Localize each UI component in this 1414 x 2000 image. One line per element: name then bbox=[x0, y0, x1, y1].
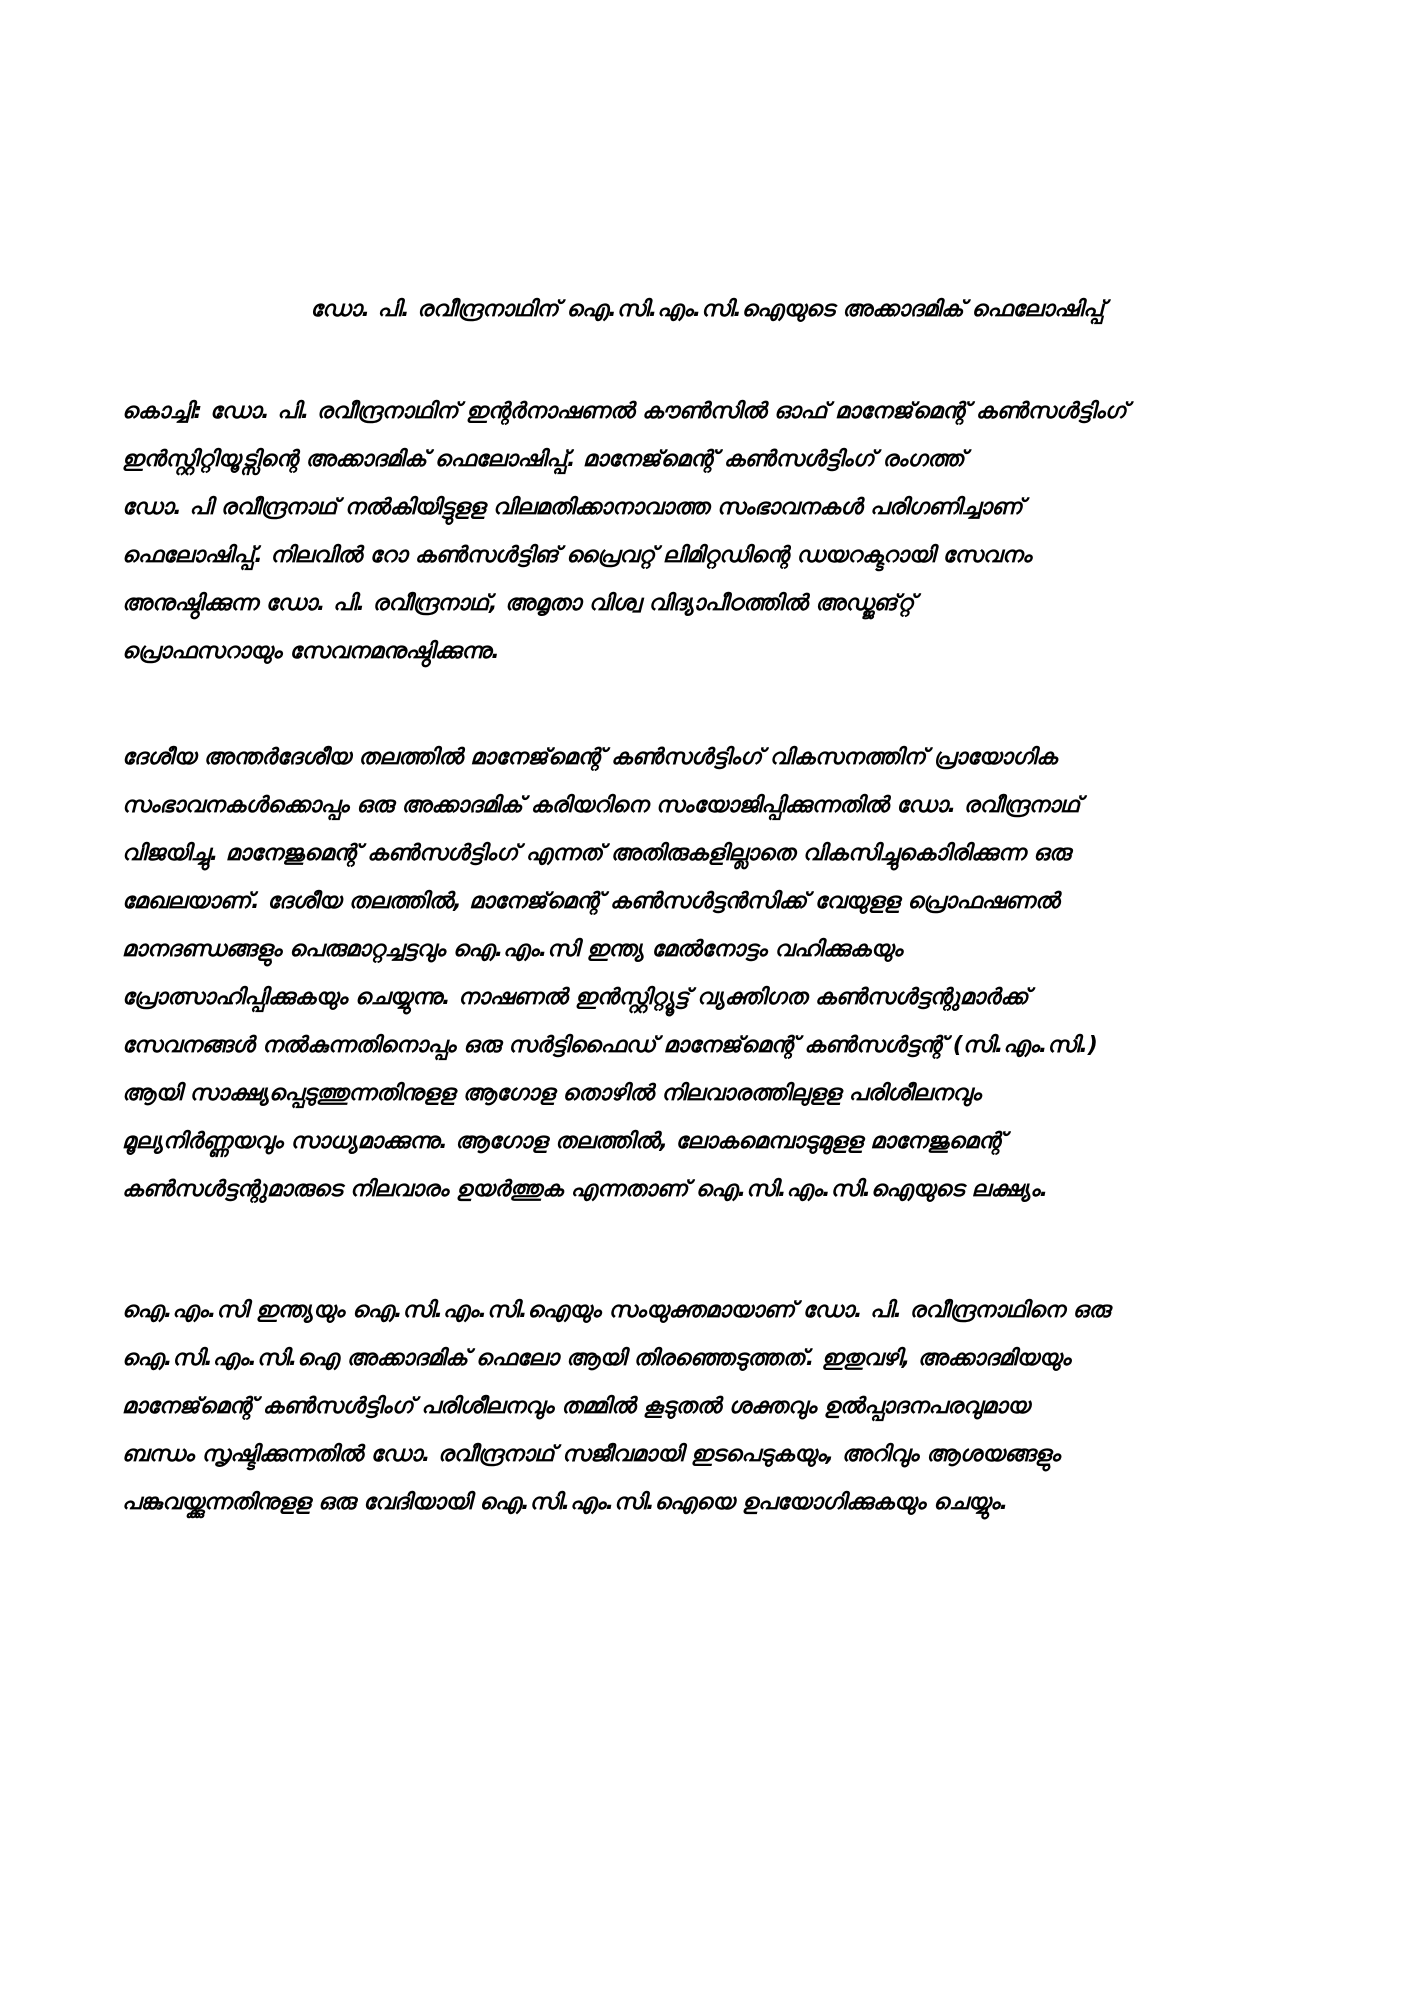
paragraph-line: വിജയിച്ചു. മാനേജുമെന്റ് കൺസൾട്ടിംഗ് എന്നത് അതിരുകളില്ലാതെ വികസിച്ചുകൊിരിക്കുന്ന ഒരു bbox=[122, 841, 1071, 866]
paragraph-line: ഐ.എം.സി ഇന്ത്യയും ഐ.സി.എം.സി.ഐയും സംയുക്തമായാണ് ഡോ. പി. രവീന്ദ്രനാഥിനെ ഒരു bbox=[122, 1298, 1110, 1323]
paragraph-line: ഇൻസ്റ്റിറ്റിയൂട്സിന്റെ അക്കാദമിക് ഫെലോഷിപ്പ്. മാനേജ്‌മെന്റ് കൺസൾട്ടിംഗ് രംഗത്ത് bbox=[122, 447, 965, 472]
paragraph-line: സേവനങ്ങൾ നൽകുന്നതിനൊപ്പം ഒരു സർട്ടിഫൈഡ് മാനേജ്‌മെന്റ് കൺസൾട്ടന്റ് (സി.എം.സി.) bbox=[122, 1033, 1098, 1058]
paragraph-line: കൺസൾട്ടന്റുമാരുടെ നിലവാരം ഉയർത്തുക എന്നതാണ് ഐ.സി.എം.സി.ഐയുടെ ലക്ഷ്യം. bbox=[122, 1177, 1048, 1202]
paragraph-line: പ്രോത്സാഹിപ്പിക്കുകയും ചെയ്യുന്നു. നാഷണൽ ഇൻസ്റ്റിറ്റ്യൂട്ട് വ്യക്തിഗത കൺസൾട്ടന്റുമാർക്ക് bbox=[122, 985, 1029, 1010]
document-title: ഡോ. പി. രവീന്ദ്രനാഥിന് ഐ.സി.എം.സി.ഐയുടെ അക്കാദമിക് ഫെലോഷിപ്പ് bbox=[310, 297, 1104, 322]
paragraph-line: മാനേജ്‌മെന്റ് കൺസൾട്ടിംഗ് പരിശീലനവും തമ്മിൽ കൂടുതൽ ശക്തവും ഉൽപ്പാദനപരവുമായ bbox=[122, 1394, 1030, 1419]
paragraph-line: ഐ.സി.എം.സി.ഐ അക്കാദമിക് ഫെലോ ആയി തിരഞ്ഞെടുത്തത്. ഇതുവഴി, അക്കാദമിയയും bbox=[122, 1346, 1071, 1371]
paragraph-line: പങ്കുവയ്ക്കുന്നതിനുളള ഒരു വേദിയായി ഐ.സി.എം.സി.ഐയെ ഉപയോഗിക്കുകയും ചെയ്യും. bbox=[122, 1490, 1008, 1515]
paragraph-line: ആയി സാക്ഷ്യപ്പെടുത്തുന്നതിനുളള ആഗോള തൊഴിൽ നിലവാരത്തിലുളള പരിശീലനവും bbox=[122, 1081, 981, 1106]
paragraph-line: സംഭാവനകൾക്കൊപ്പം ഒരു അക്കാദമിക് കരിയറിനെ സംയോജിപ്പിക്കുന്നതിൽ ഡോ. രവീന്ദ്രനാഥ് bbox=[122, 793, 1081, 818]
paragraph-line: പ്രൊഫസറായും സേവനമനുഷ്ഠിക്കുന്നു. bbox=[122, 639, 500, 664]
paragraph-line: മൂല്യനിർണ്ണയവും സാധ്യമാക്കുന്നു. ആഗോള തലത്തിൽ, ലോകമെമ്പാടുമുളള മാനേജുമെന്റ് bbox=[122, 1129, 1005, 1154]
paragraph-line: അനുഷ്ഠിക്കുന്ന ഡോ. പി. രവീന്ദ്രനാഥ്, അമൃതാ വിശ്വ വിദ്യാപീഠത്തിൽ അഡ്ജങ്റ്റ് bbox=[122, 591, 915, 616]
paragraph-line: ഫെലോഷിപ്പ്. നിലവിൽ റോ കൺസൾട്ടിങ് പ്രൈവറ്റ് ലിമിറ്റഡിന്റെ ഡയറക്ടറായി സേവനം bbox=[122, 543, 1032, 568]
paragraph-line: ബന്ധം സൃഷ്ടിക്കുന്നതിൽ ഡോ. രവീന്ദ്രനാഥ് സജീവമായി ഇടപെടുകയും, അറിവും ആശയങ്ങളും bbox=[122, 1442, 1061, 1467]
paragraph-2 bbox=[122, 734, 1294, 1214]
paragraph-line: മേഖലയാണ്. ദേശീയ തലത്തിൽ, മാനേജ്‌മെന്റ് കൺസൾട്ടൻസിക്ക് വേയുളള പ്രൊഫഷണൽ bbox=[122, 889, 1060, 914]
paragraph-line: ദേശീയ അന്തർദേശീയ തലത്തിൽ മാനേജ്‌മെന്റ് കൺസൾട്ടിംഗ് വികസനത്തിന് പ്രായോഗിക bbox=[122, 745, 1058, 770]
paragraph-line: മാനദണ്ഡങ്ങളും പെരുമാറ്റച്ചട്ടവും ഐ.എം.സി ഇന്ത്യ മേൽനോട്ടം വഹിക്കുകയും bbox=[122, 937, 903, 962]
paragraph-line: കൊച്ചി: ഡോ. പി. രവീന്ദ്രനാഥിന് ഇന്റർനാഷണൽ കൗൺസിൽ ഓഫ് മാനേജ്‌മെന്റ് കൺസൾട്ടിംഗ് bbox=[122, 399, 1127, 424]
paragraph-1 bbox=[122, 388, 1294, 676]
paragraph-3 bbox=[122, 1287, 1294, 1527]
paragraph-line: ഡോ. പി രവീന്ദ്രനാഥ് നൽകിയിട്ടുളള വിലമതിക്കാനാവാത്ത സംഭാവനകൾ പരിഗണിച്ചാണ് bbox=[122, 495, 1023, 520]
